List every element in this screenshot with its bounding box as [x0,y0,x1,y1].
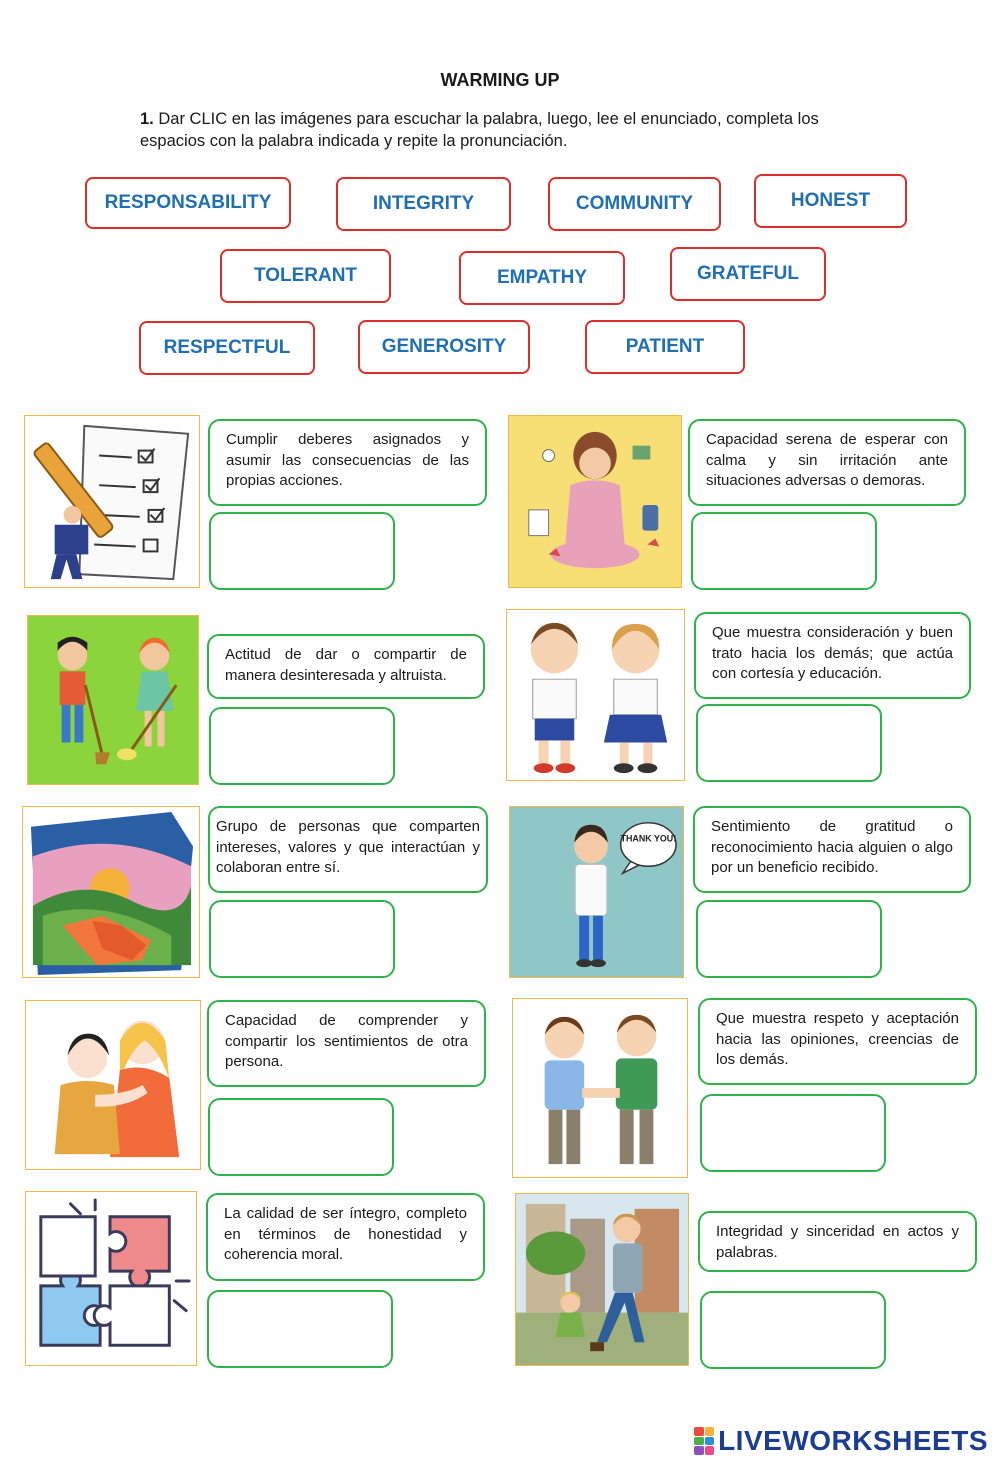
instruction-number: 1. [140,110,154,128]
word-integrity[interactable]: INTEGRITY [336,177,511,231]
meditating-woman-icon [509,416,681,587]
word-tolerant[interactable]: TOLERANT [220,249,391,303]
definition-3: Actitud de dar o compartir de manera desinteresada y altruista. [207,634,485,699]
image-patient[interactable] [508,415,682,588]
answer-box-1[interactable] [209,512,395,590]
answer-box-8[interactable] [700,1094,886,1172]
answer-box-3[interactable] [209,707,395,785]
definition-8: Que muestra respeto y aceptación hacia las opiniones, creencias de los demás. [698,998,977,1085]
image-generosity[interactable] [27,615,199,785]
liveworksheets-logo [694,1424,988,1458]
saluting-students-icon [507,610,684,780]
instructions [140,108,870,152]
definition-1: Cumplir deberes asignados y asumir las consecuencias de las propias acciones. [208,419,487,506]
definition-7: Capacidad de comprender y compartir los sentimientos de otra persona. [207,1000,486,1087]
image-grateful[interactable] [509,806,684,978]
answer-box-9[interactable] [207,1290,393,1368]
word-honest[interactable]: HONEST [754,174,907,228]
page-title: WARMING UP [440,70,560,90]
definition-5: Grupo de personas que comparten intereses, valores y que interactúan y colaboran entre sí. [208,806,488,893]
definition-6: Sentimiento de gratitud o reconocimiento hacia alguien o algo por un beneficio recibido. [693,806,971,893]
logo-text: LIVEWORKSHEETS [718,1425,988,1456]
instruction-text: Dar CLIC en las imágenes para escuchar la palabra, luego, lee el enunciado, completa los espacios con la palabra indicada y repite la pronunciación. [140,110,819,150]
image-responsibility[interactable] [24,415,200,588]
thank-you-text: THANK YOU! [620,833,677,844]
word-community[interactable]: COMMUNITY [548,177,721,231]
definition-9: La calidad de ser íntegro, completo en términos de honestidad y coherencia moral. [206,1193,485,1281]
image-tolerant[interactable] [512,998,688,1178]
puzzle-pieces-icon [26,1192,196,1365]
handshake-sunrise-icon [23,807,199,977]
word-responsability[interactable]: RESPONSABILITY [85,177,291,229]
answer-box-5[interactable] [209,900,395,978]
word-respectful[interactable]: RESPECTFUL [139,321,315,375]
image-honest[interactable] [515,1193,689,1366]
pencil-checklist-icon [25,416,199,587]
definition-4: Que muestra consideración y buen trato hacia los demás; que actúa con cortesía y educación. [694,612,971,699]
image-integrity[interactable] [25,1191,197,1366]
answer-box-7[interactable] [208,1098,394,1176]
word-empathy[interactable]: EMPATHY [459,251,625,305]
word-patient[interactable]: PATIENT [585,320,745,374]
image-community[interactable] [22,806,200,978]
answer-box-6[interactable] [696,900,882,978]
returning-wallet-icon [516,1194,688,1365]
answer-box-2[interactable] [691,512,877,590]
image-respectful[interactable] [506,609,685,781]
definition-2: Capacidad serena de esperar con calma y sin irritación ante situaciones adversas o demoras. [688,419,966,506]
comforting-hug-icon [26,1001,200,1169]
word-generosity[interactable]: GENEROSITY [358,320,530,374]
word-grateful[interactable]: GRATEFUL [670,247,826,301]
thank-you-boy-icon [510,807,683,977]
answer-box-4[interactable] [696,704,882,782]
kids-sweeping-icon [28,616,198,784]
two-men-handshake-icon [513,999,687,1177]
definition-10: Integridad y sinceridad en actos y palabras. [698,1211,977,1272]
image-empathy[interactable] [25,1000,201,1170]
answer-box-10[interactable] [700,1291,886,1369]
logo-icon [694,1427,714,1455]
